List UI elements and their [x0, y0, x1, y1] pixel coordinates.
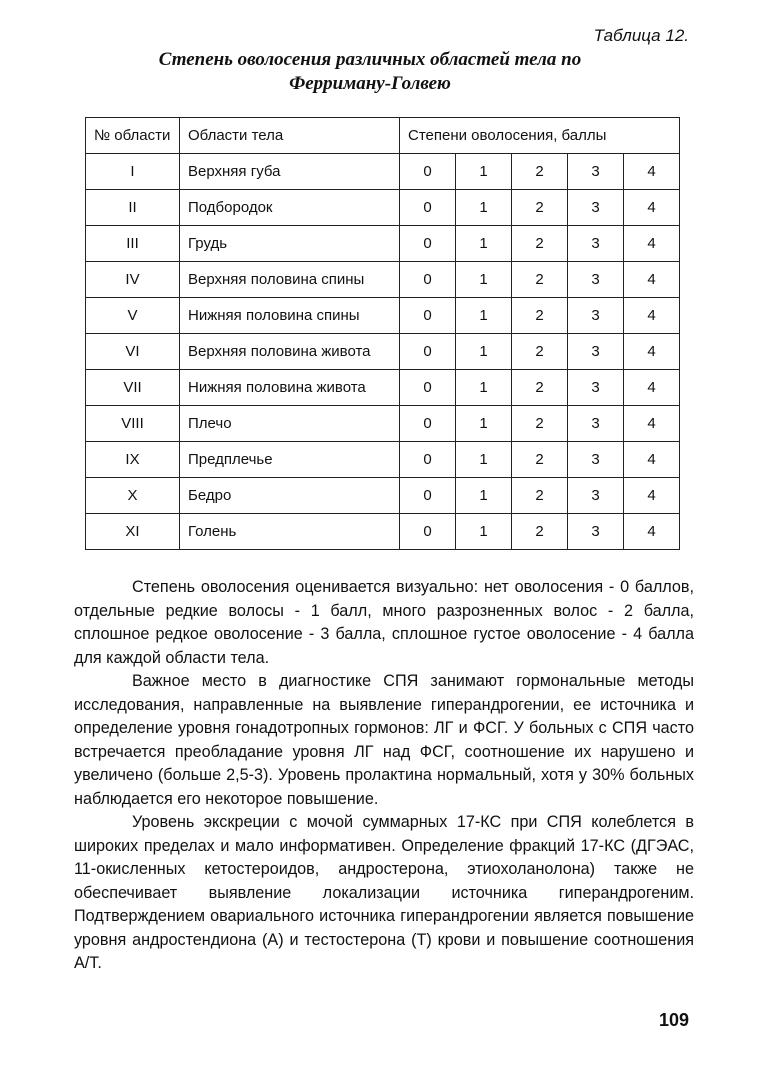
score-cell: 0 [400, 370, 456, 406]
score-cell: 0 [400, 262, 456, 298]
score-cell: 3 [568, 298, 624, 334]
table-row [86, 478, 680, 514]
score-cell: 3 [568, 154, 624, 190]
table-row [86, 442, 680, 478]
area-number-cell: X [86, 478, 180, 514]
header-body-area: Области тела [180, 118, 400, 154]
score-cell: 2 [512, 442, 568, 478]
paragraph-1: Степень оволосения оценивается визуально: нет оволосения - 0 баллов, отдельные редкие волосы - 1 балл, много разрозненных волос - 2 балла, сплошное редкое оволосение - 3 балла, сплошное густое оволосение - 4 балла для каждой области тела. [74, 578, 694, 667]
body-area-cell: Голень [180, 514, 400, 550]
score-cell: 1 [456, 154, 512, 190]
table-caption: Таблица 12. [593, 26, 689, 45]
score-cell: 2 [512, 262, 568, 298]
score-cell: 4 [624, 154, 680, 190]
page-number: 109 [658, 1010, 689, 1030]
score-cell: 4 [624, 370, 680, 406]
area-number-cell: VII [86, 370, 180, 406]
score-cell: 1 [456, 226, 512, 262]
score-cell: 1 [456, 478, 512, 514]
area-number-cell: I [86, 154, 180, 190]
score-cell: 4 [624, 298, 680, 334]
paragraph-3: Уровень экскреции с мочой суммарных 17-КС при СПЯ колеблется в широких пределах и мало информативен. Определение фракций 17-КС (ДГЭАС, 11-окисленных кетостероидов, андростерона, этиохоланолона) также не обеспечивает выявление локализации источника гиперандрогеним. Подтверждением овариального источника гиперандрогении является повышение уровня андростендиона (А) и тестостерона (Т) крови и повышение соотношения А/Т. [74, 813, 694, 972]
score-cell: 1 [456, 514, 512, 550]
score-cell: 0 [400, 190, 456, 226]
header-area-number: № области [86, 118, 180, 154]
score-cell: 1 [456, 334, 512, 370]
score-cell: 1 [456, 406, 512, 442]
score-cell: 3 [568, 262, 624, 298]
hair-scoring-table [85, 117, 680, 550]
score-cell: 3 [568, 442, 624, 478]
body-area-cell: Верхняя половина спины [180, 262, 400, 298]
score-cell: 4 [624, 442, 680, 478]
score-cell: 1 [456, 298, 512, 334]
score-cell: 0 [400, 298, 456, 334]
body-area-cell: Верхняя половина живота [180, 334, 400, 370]
area-number-cell: II [86, 190, 180, 226]
table-row [86, 190, 680, 226]
header-scores: Степени оволосения, баллы [400, 118, 680, 154]
area-number-cell: IV [86, 262, 180, 298]
table-row [86, 226, 680, 262]
score-cell: 4 [624, 406, 680, 442]
score-cell: 1 [456, 190, 512, 226]
area-number-cell: IX [86, 442, 180, 478]
area-number-cell: VIII [86, 406, 180, 442]
table-row [86, 514, 680, 550]
score-cell: 0 [400, 334, 456, 370]
table-header-row [86, 118, 680, 154]
score-cell: 3 [568, 226, 624, 262]
score-cell: 4 [624, 262, 680, 298]
score-cell: 2 [512, 406, 568, 442]
score-cell: 4 [624, 334, 680, 370]
body-area-cell: Грудь [180, 226, 400, 262]
score-cell: 3 [568, 370, 624, 406]
body-area-cell: Бедро [180, 478, 400, 514]
score-cell: 0 [400, 478, 456, 514]
body-text [74, 576, 694, 976]
body-area-cell: Нижняя половина спины [180, 298, 400, 334]
score-cell: 4 [624, 478, 680, 514]
score-cell: 2 [512, 370, 568, 406]
body-area-cell: Верхняя губа [180, 154, 400, 190]
body-area-cell: Плечо [180, 406, 400, 442]
body-area-cell: Подбородок [180, 190, 400, 226]
score-cell: 1 [456, 370, 512, 406]
score-cell: 0 [400, 226, 456, 262]
score-cell: 2 [512, 334, 568, 370]
score-cell: 0 [400, 154, 456, 190]
score-cell: 0 [400, 442, 456, 478]
table-title [90, 48, 650, 96]
score-cell: 0 [400, 514, 456, 550]
table-row [86, 154, 680, 190]
score-cell: 3 [568, 334, 624, 370]
score-cell: 3 [568, 190, 624, 226]
score-cell: 3 [568, 478, 624, 514]
table-row [86, 298, 680, 334]
score-cell: 2 [512, 514, 568, 550]
score-cell: 2 [512, 298, 568, 334]
table-row [86, 334, 680, 370]
score-cell: 4 [624, 514, 680, 550]
score-cell: 2 [512, 226, 568, 262]
score-cell: 3 [568, 406, 624, 442]
area-number-cell: III [86, 226, 180, 262]
score-cell: 2 [512, 478, 568, 514]
body-area-cell: Предплечье [180, 442, 400, 478]
paragraph-2: Важное место в диагностике СПЯ занимают гормональные методы исследования, направленные на выявление гиперандрогении, ее источника и определение уровня гонадотропных гормонов: ЛГ и ФСГ. У больных с СПЯ часто встречается преобладание уровня ЛГ над ФСГ, соотношение их нарушено и увеличено (больше 2,5-3). Уровень пролактина нормальный, хотя у 30% больных наблюдается его некоторое повышение. [74, 672, 694, 808]
table-row [86, 370, 680, 406]
table-row [86, 262, 680, 298]
area-number-cell: VI [86, 334, 180, 370]
body-area-cell: Нижняя половина живота [180, 370, 400, 406]
area-number-cell: XI [86, 514, 180, 550]
score-cell: 3 [568, 514, 624, 550]
table-row [86, 406, 680, 442]
score-cell: 4 [624, 226, 680, 262]
score-cell: 2 [512, 154, 568, 190]
title-line-2: Ферриману-Голвею [289, 73, 451, 94]
score-cell: 4 [624, 190, 680, 226]
score-cell: 1 [456, 262, 512, 298]
score-cell: 1 [456, 442, 512, 478]
score-cell: 2 [512, 190, 568, 226]
title-line-1: Степень оволосения различных областей тела по [158, 49, 582, 70]
score-cell: 0 [400, 406, 456, 442]
area-number-cell: V [86, 298, 180, 334]
